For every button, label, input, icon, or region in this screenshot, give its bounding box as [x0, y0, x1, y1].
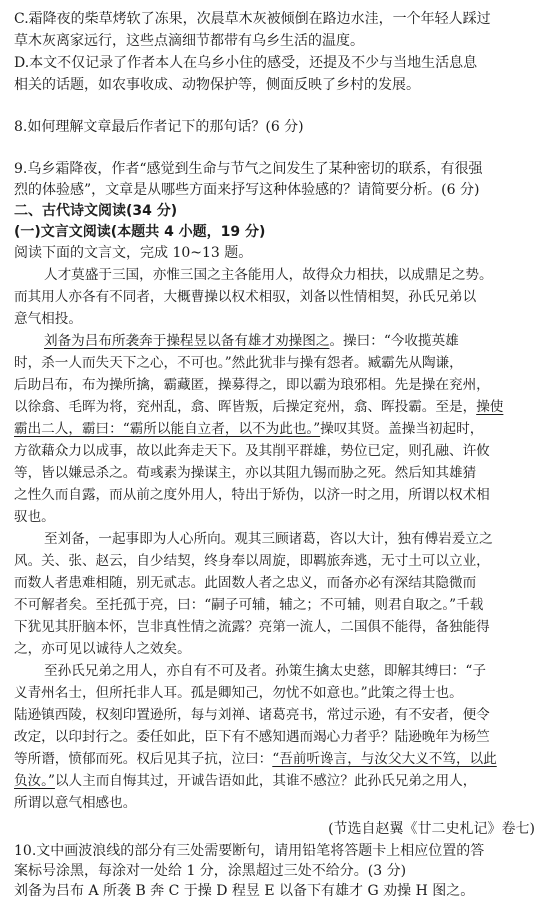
option-c-line-1: C.霜降夜的柴草烤软了冻果，次晨草木灰被倾倒在路边水洼，一个年轻人踩过	[14, 11, 491, 27]
passage-p1-line-2: 而其用人亦各有不同者，大概曹操以权术相驭，刘备以性情相契，孙氏兄弟以	[14, 289, 477, 305]
passage-p4-line-7: 所谓以意气相感也。	[14, 795, 137, 811]
passage-p4-line-5	[14, 748, 549, 770]
question-9-line-2: 烈的体验感”，文章是从哪些方面来抒写这种体验感的？请简要分析。(6 分)	[14, 182, 480, 198]
passage-text: 以人主而自悔其过，开诚告语如此，其谁不感泣？此孙氏兄弟之用人，	[54, 773, 477, 789]
underlined-sentence: “吾前听谗言，与汝父大义不笃，以此	[272, 751, 497, 767]
passage-p4-line-1: 至孙氏兄弟之用人，亦自有不可及者。孙策生擒太史慈，即解其缚曰：“子	[44, 663, 486, 679]
passage-p3-line-3: 而数人者患难相随，别无贰志。此固数人者之忠义，而备亦必有深结其隐微而	[14, 575, 477, 591]
passage-text: 。操曰：“今收揽英雄	[329, 333, 459, 349]
question-10-line-2: 案标号涂黑，每涂对一处给 1 分，涂黑超过三处不给分。(3 分)	[14, 863, 407, 879]
passage-p1-line-3: 意气相投。	[14, 311, 82, 327]
passage-p2-line-7: 等，皆以嫌忌杀之。荀彧素为操谋主，亦以其阻九锡而胁之死。然后知其雄猜	[14, 465, 477, 481]
passage-p4-line-4: 改定，以印封行之。委任如此，臣下有不感知遇而竭心力者乎？陆逊晚年为杨竺	[14, 729, 490, 745]
passage-p2-line-6: 方欲藉众力以成事，故以此奔走天下。及其削平群雄，势位已定，则孔融、许攸	[14, 443, 490, 459]
passage-p3-line-4: 不可解者矣。至托孤于亮，曰：“嗣子可辅，辅之；不可辅，则君自取之。”千载	[14, 597, 484, 613]
underlined-sentence: 操使	[476, 399, 504, 415]
wavy-line-sentence: 刘备为吕布所袭奔于操程昱以备有雄才劝操图之	[44, 333, 330, 349]
question-10-line-1: 10.文中画波浪线的部分有三处需要断句，请用铅笔将答题卡上相应位置的答	[14, 843, 485, 859]
passage-p3-line-6: 之，亦可见以诚待人之效矣。	[14, 641, 191, 657]
passage-text: 等所谮，愤郁而死。权后见其子抗，泣曰：	[14, 751, 273, 767]
option-c-line-2: 草木灰离家远行，这些点滴细节都带有乌乡生活的温度。	[14, 33, 364, 49]
passage-source: (节选自赵翼《廿二史札记》卷七)	[328, 821, 535, 837]
passage-p2-line-4	[14, 396, 549, 418]
reading-instruction: 阅读下面的文言文，完成 10~13 题。	[14, 245, 253, 261]
subsection-heading: (一)文言文阅读(本题共 4 小题，19 分)	[14, 224, 266, 240]
question-8: 8.如何理解文章最后作者记下的那句话？(6 分)	[14, 119, 304, 135]
passage-p3-line-1: 至刘备，一起事即为人心所向。观其三顾诸葛，咨以大计，独有傅岩爰立之	[44, 531, 493, 547]
passage-text: 操叹其贤。盖操当初起时，	[320, 421, 484, 437]
passage-p2-line-5	[14, 418, 549, 440]
passage-p3-line-2: 风。关、张、赵云，自少结契，终身奉以周旋，即羁旅奔逃，无寸土可以立业，	[14, 553, 490, 569]
question-9-line-1: 9.乌乡霜降夜，作者“感觉到生命与节气之间发生了某种密切的联系，有很强	[14, 161, 483, 177]
passage-p2-line-2: 时，杀一人而失天下之心，不可也。”然此犹非与操有怨者。臧霸先从陶谦，	[14, 355, 463, 371]
underlined-sentence: 负汝。”	[14, 773, 55, 789]
passage-p3-line-5: 下犹见其肝脑本怀，岂非真性情之流露？亮第一流人，二国俱不能得，备独能得	[14, 619, 490, 635]
passage-p2-line-3: 后助吕布，布为操所擒，霸藏匿，操募得之，即以霸为琅邪相。先是操在兖州，	[14, 377, 490, 393]
option-d-line-2: 相关的话题，如农事收成、动物保护等，侧面反映了乡村的发展。	[14, 77, 420, 93]
passage-p4-line-3: 陆逊镇西陵，权刻印置逊所，每与刘禅、诸葛亮书，常过示逊，有不安者，便令	[14, 707, 490, 723]
passage-text: 以徐翕、毛晖为将，兖州乱，翕、晖皆叛，后操定兖州，翕、晖投霸。至是，	[14, 399, 477, 415]
passage-p2-line-8: 之性久而自露，而从前之度外用人，特出于矫伪，以济一时之用，所谓以权术相	[14, 487, 490, 503]
section-heading: 二、古代诗文阅读(34 分)	[14, 203, 178, 219]
passage-p4-line-2: 义青州名士，但所托非人耳。孤是卿知己，勿忧不如意也。”此策之得士也。	[14, 685, 463, 701]
underlined-sentence: 霸出二人，霸曰：“霸所以能自立者，以不为此也。”	[14, 421, 321, 437]
passage-p1-line-1: 人才莫盛于三国，亦惟三国之主各能用人，故得众力相扶，以成鼎足之势。	[44, 267, 493, 283]
passage-p2-line-1	[44, 330, 549, 352]
option-d-line-1: D.本文不仅记录了作者本人在乌乡小住的感受，还提及不少与当地生活息息	[14, 55, 478, 71]
passage-p2-line-9: 驭也。	[14, 509, 55, 525]
question-10-line-3: 刘备为吕布 A 所袭 B 奔 C 于操 D 程昱 E 以备下有雄才 G 劝操 H 图之。	[14, 883, 475, 899]
passage-p4-line-6	[14, 770, 549, 792]
